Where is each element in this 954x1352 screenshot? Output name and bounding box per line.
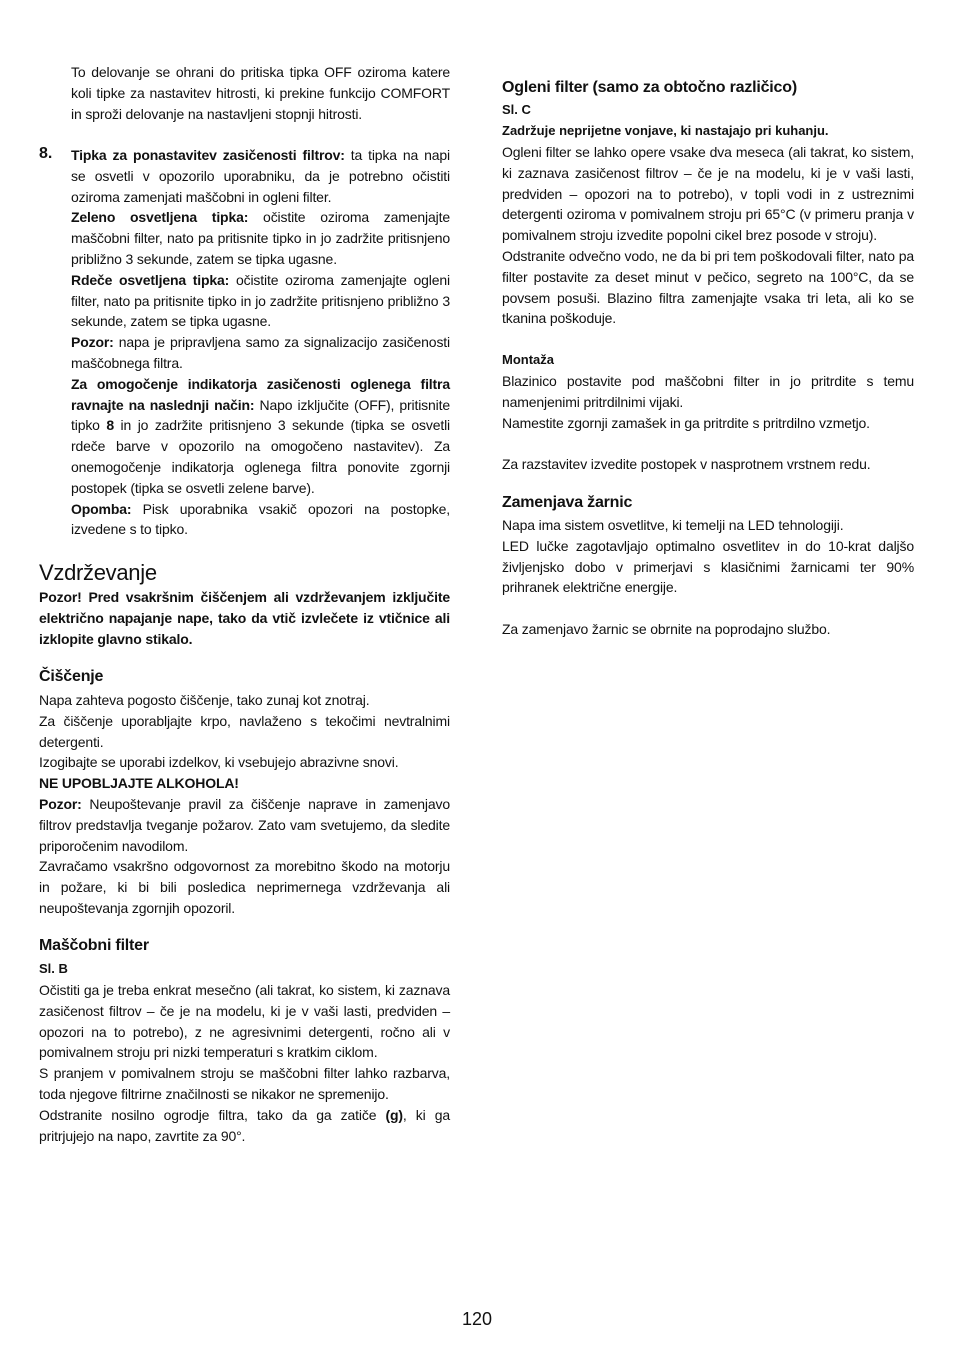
page-number: 120 [461, 1309, 493, 1329]
charcoal-filter-lead: Zadržuje neprijetne vonjave, ki nastajajo pri kuhanju. [502, 123, 829, 138]
comfort-intro-text: To delovanje se ohrani do pritiska tipka OFF oziroma katere koli tipke za nastavitev hitrosti, ki prekine funkcijo COMFORT in sproži delovanje na nastavljeni stopnji hitrosti. [71, 64, 450, 122]
maintenance-warning: Pozor! Pred vsakršnim čiščenjem ali vzdrževanjem izključite električno napajanje nape, tako da vtič izvlečete iz vtičnice ali izklopite glavno stikalo. [39, 589, 450, 647]
no-alcohol-warning: NE UPOBLJAJTE ALKOHOLA! [39, 775, 239, 792]
lamps-service-text: Za zamenjavo žarnic se obrnite na poprodajno službo. [502, 621, 831, 637]
grease-p1: Očistiti ga je treba enkrat mesečno (ali takrat, ko sistem, ki zaznava zasičenost filtrov – če je na modelu, ki je v vaši lasti, predviden – opozori na to potrebo), z ne agresivnimi detergenti, ročno ali v pomivalnem stroju pri nizki temperaturi s kratkim ciklom. [39, 982, 450, 1061]
item-8 [39, 145, 450, 540]
grease-filter-figure-ref: Sl. B [39, 961, 68, 976]
lamp-replacement-heading: Zamenjava žarnic [502, 494, 633, 511]
charcoal-filter-figure-ref: Sl. C [502, 102, 531, 117]
enable-indicator-body-2: in jo zadržite pritisnjeno 3 sekunde (tipka se osvetli rdeče barve v opozorilo na omogočeno nastavitev). Za onemogočenje indikatorja oglenega filtra ponovite zgornji postopek (tipka se osvetli zelene barve). [71, 417, 451, 496]
grease-p3-part1: Odstranite nosilno ogrodje filtra, tako da ga zatiče [39, 1106, 386, 1123]
latch-reference: (g) [385, 1106, 403, 1123]
red-key-text [71, 270, 450, 332]
cleaning-p3: Izogibajte se uporabi izdelkov, ki vsebujejo abrazivne snovi. [39, 754, 399, 771]
green-key-body: očistite oziroma zamenjajte maščobni filter, nato pa pritisnite tipko in jo zadržite pritisnjeno približno 3 sekunde, zatem se tipka ugasne. [71, 209, 450, 267]
green-key-label: Zeleno osvetljena tipka: [71, 209, 249, 226]
item-8-warning [71, 332, 450, 374]
cleaning-warning [39, 794, 450, 856]
item-8-body: ta tipka na napi se osvetli v opozorilo uporabniku, da je potrebno očistiti oziroma zamenjati maščobni in ogleni filter. [71, 147, 450, 205]
maintenance-heading: Vzdrževanje [39, 560, 157, 585]
mounting-section [502, 371, 914, 433]
cleaning-section [39, 690, 450, 919]
grease-p3-part2: , ki ga pritrjujejo na napo, zavrtite za 90°. [39, 1106, 450, 1144]
item-8-note [71, 499, 450, 541]
mounting-p2: Namestite zgornji zamašek in ga pritrdite s pritrdilno vzmetjo. [502, 414, 870, 431]
grease-filter-section [39, 980, 450, 1146]
grease-filter-heading: Maščobni filter [39, 937, 149, 954]
grease-p2: S pranjem v pomivalnem stroju se maščobni filter lahko razbarva, toda njegove filtrirne značilnosti se nikakor ne spremenijo. [39, 1065, 450, 1102]
cleaning-warning-label: Pozor: [39, 795, 82, 812]
cleaning-heading: Čiščenje [39, 668, 104, 685]
enable-indicator-body-1: Napo izključite (OFF), pritisnite tipko [71, 396, 450, 434]
lamps-p1: Napa ima sistem osvetlitve, ki temelji na LED tehnologiji. [502, 517, 844, 533]
lamps-p2: LED lučke zagotavljajo optimalno osvetlitev in do 10-krat daljšo življenjsko dobo v primerjavi s klasičnimi žarnicami ter 90% prihranek električne energije. [502, 537, 914, 596]
charcoal-filter-section [502, 142, 914, 329]
charcoal-p1: Ogleni filter se lahko opere vsake dva meseca (ali takrat, ko sistem, ki zaznava zasičenost filtrov – če je na modelu, ki je v vaši lasti, predviden – opozori na to potrebo), v topli vodi in z ustreznimi detergenti oziroma v pomivalnem stroju pri 65°C (v primeru pranja v pomivalnem stroju izvedite popolni cikel brez posode v stroju). [502, 144, 914, 244]
red-key-body: očistite oziroma zamenjajte ogleni filter, nato pa pritisnite tipko in jo zadržite pritisnjeno približno 3 sekunde, zatem se tipka ugasne. [71, 271, 450, 330]
key-number: 8 [106, 417, 115, 434]
item-8-title: Tipka za ponastavitev zasičenosti filtrov: [71, 147, 345, 163]
item-number: 8. [39, 145, 53, 162]
mounting-heading: Montaža [502, 352, 554, 367]
disassembly-text: Za razstavitev izvedite postopek v nasprotnem vrstnem redu. [502, 456, 871, 472]
cleaning-warning-body: Neupoštevanje pravil za čiščenje naprave in zamenjavo filtrov predstavlja tveganje požarov. Zato vam svetujemo, da sledite priporočenim navodilom. [39, 795, 450, 854]
item-8-text [71, 145, 450, 207]
warning-body: napa je pripravljena samo za signalizacijo zasičenosti maščobnega filtra. [71, 334, 450, 371]
cleaning-p1: Napa zahteva pogosto čiščenje, tako zunaj kot znotraj. [39, 692, 370, 708]
grease-p3 [39, 1105, 450, 1147]
charcoal-p2: Odstranite odvečno vodo, ne da bi pri tem poškodovali filter, nato pa filter postavite za deset minut v pečico, segreto na 100°C, da se povsem posuši. Blazino filtra zamenjajte vsaka tri leta, ali ko se tkanina poškoduje. [502, 247, 914, 327]
cleaning-p6: Zavračamo vsakršno odgovornost za morebitno škodo na motorju in požare, ki bi bili posledica neprimernega vzdrževanja ali neupoštevanja zgornjih opozoril. [39, 858, 450, 916]
red-key-label: Rdeče osvetljena tipka: [71, 271, 230, 288]
lamp-replacement-section [502, 515, 914, 598]
cleaning-p2: Za čiščenje uporabljajte krpo, navlaženo s tekočimi nevtralnimi detergenti. [39, 712, 450, 750]
enable-indicator-text [71, 374, 450, 499]
charcoal-filter-heading: Ogleni filter (samo za obtočno različico) [502, 79, 797, 96]
note-body: Pisk uporabnika vsakič opozori na postopke, izvedene s to tipko. [71, 500, 450, 538]
mounting-p1: Blazinico postavite pod maščobni filter in jo pritrdite s temu namenjenimi pritrdilnimi vijaki. [502, 373, 914, 410]
green-key-text [71, 207, 450, 269]
warning-label: Pozor: [71, 334, 114, 351]
enable-indicator-label: Za omogočenje indikatorja zasičenosti oglenega filtra ravnajte na naslednji način: [71, 375, 450, 413]
note-label: Opomba: [71, 500, 132, 517]
